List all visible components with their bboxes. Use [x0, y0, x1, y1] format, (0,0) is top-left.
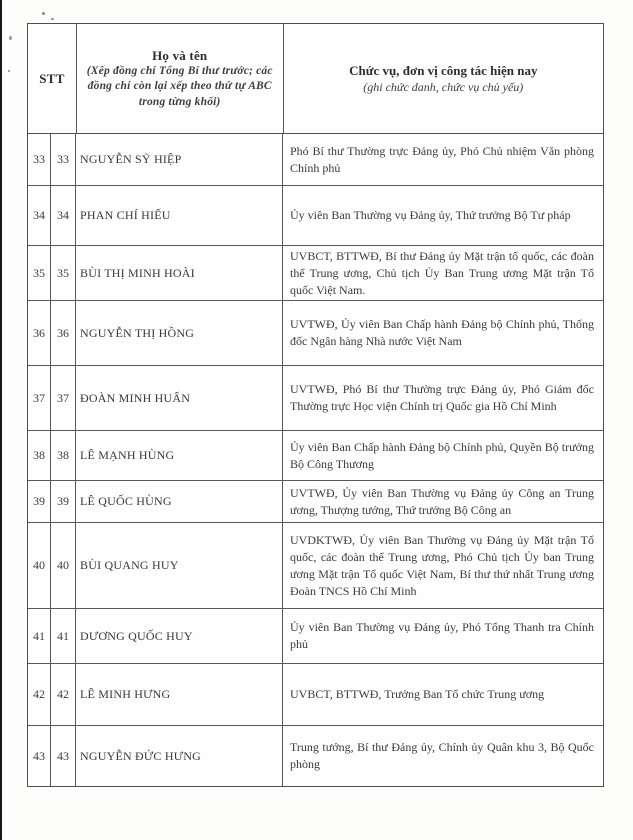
- name-cell: [76, 301, 283, 365]
- stt-value: 35: [33, 265, 45, 280]
- header-stt-label: STT: [39, 70, 65, 86]
- name-value: ĐOÀN MINH HUẤN: [80, 390, 191, 405]
- position-cell: [283, 134, 603, 185]
- position-value: Ủy viên Ban Thường vụ Đảng ủy, Thứ trưởng Bộ Tư pháp: [290, 208, 571, 222]
- table-row: [28, 481, 603, 523]
- stt-value-2: 41: [57, 628, 69, 643]
- stt-cell: [28, 246, 51, 300]
- stt-value-2: 40: [57, 558, 69, 572]
- stt-value-2: 35: [57, 265, 69, 280]
- stt-value: 37: [33, 390, 45, 405]
- position-cell: [283, 366, 603, 430]
- stt-value-2: 36: [57, 325, 69, 340]
- stt-cell: [28, 664, 51, 725]
- name-value: NGUYỄN SỸ HIỆP: [80, 152, 182, 166]
- stt-cell-2: [51, 609, 76, 663]
- stt-cell: [28, 481, 51, 522]
- stt-value: 39: [33, 494, 45, 508]
- table-row: [28, 246, 603, 301]
- name-value: DƯƠNG QUỐC HUY: [80, 628, 193, 643]
- position-cell: [283, 481, 603, 522]
- name-value: LÊ QUỐC HÙNG: [80, 494, 172, 508]
- table-row: [28, 664, 603, 726]
- position-value: UVTWĐ, Ủy viên Ban Chấp hành Đảng bộ Chính phủ, Thống đốc Ngân hàng Nhà nước Việt Nam: [290, 317, 594, 348]
- stt-value-2: 37: [57, 390, 69, 405]
- stt-cell: [28, 301, 51, 365]
- stt-cell-2: [51, 664, 76, 725]
- name-value: NGUYỄN ĐỨC HƯNG: [80, 748, 201, 763]
- position-cell: [283, 726, 603, 786]
- name-value: BÙI QUANG HUY: [80, 558, 179, 572]
- stt-value: 36: [33, 325, 45, 340]
- table-row: [28, 726, 603, 786]
- position-value: Ủy viên Ban Thường vụ Đảng ủy, Phó Tổng Thanh tra Chính phủ: [290, 620, 594, 651]
- position-cell: [283, 664, 603, 725]
- stt-cell: [28, 726, 51, 786]
- stt-cell: [28, 134, 51, 185]
- name-cell: [76, 134, 283, 185]
- table-row: [28, 523, 603, 609]
- table-header-row: [28, 24, 603, 134]
- position-value: UVTWĐ, Ủy viên Ban Thường vụ Đảng ủy Công an Trung ương, Thượng tướng, Thứ trưởng Bộ Công an: [290, 485, 594, 517]
- stt-value-2: 39: [57, 494, 69, 508]
- name-cell: [76, 431, 283, 480]
- stt-value: 42: [33, 687, 45, 701]
- position-cell: [283, 301, 603, 365]
- stt-cell-2: [51, 431, 76, 480]
- scan-speckle: [42, 12, 45, 15]
- stt-cell-2: [51, 523, 76, 608]
- position-value: Trung tướng, Bí thư Đảng ủy, Chính ủy Quân khu 3, Bộ Quốc phòng: [290, 740, 594, 771]
- stt-cell-2: [51, 134, 76, 185]
- position-value: UVBCT, BTTWĐ, Bí thư Đảng ủy Mặt trận tổ quốc, các đoàn thể Trung ương, Chủ tịch Ủy Ban Trung ương Mặt trận Tổ quốc Việt Nam.: [290, 248, 594, 297]
- stt-cell-2: [51, 481, 76, 522]
- name-cell: [76, 609, 283, 663]
- header-name-note: (Xếp đồng chí Tổng Bí thư trước; các đồng chí còn lại xếp theo thứ tự ABC trong từng khối): [86, 64, 273, 108]
- position-cell: [283, 523, 603, 608]
- stt-cell-2: [51, 366, 76, 430]
- stt-value-2: 33: [57, 152, 69, 166]
- stt-cell: [28, 523, 51, 608]
- stt-cell: [28, 186, 51, 245]
- name-cell: [76, 186, 283, 245]
- stt-value: 33: [33, 152, 45, 166]
- header-position-note: (ghi chức danh, chức vụ chủ yếu): [363, 80, 524, 94]
- name-value: LÊ MINH HƯNG: [80, 687, 171, 701]
- stt-value: 43: [33, 748, 45, 763]
- scan-speckle: [51, 18, 54, 20]
- name-value: LÊ MẠNH HÙNG: [80, 448, 175, 462]
- stt-value: 41: [33, 628, 45, 643]
- name-cell: [76, 246, 283, 300]
- name-value: BÙI THỊ MINH HOÀI: [80, 265, 195, 280]
- position-cell: [283, 246, 603, 300]
- header-position: [284, 24, 603, 133]
- table-row: [28, 366, 603, 431]
- table-row: [28, 301, 603, 366]
- header-name: [77, 24, 284, 133]
- table-row: [28, 609, 603, 664]
- position-value: UVDKTWĐ, Ủy viên Ban Thường vụ Đảng ủy Mặt trận Tổ quốc, các đoàn thể Trung ương, Phó Chủ tịch Ủy ban Trung ương Mặt trận Tổ quốc Việt Nam, Bí thư thứ nhất Trung ương Đoàn TNCS Hồ Chí Minh: [290, 532, 594, 598]
- stt-value: 40: [33, 558, 45, 572]
- position-value: UVTWĐ, Phó Bí thư Thường trực Đảng ủy, Phó Giám đốc Thường trực Học viện Chính trị Quốc gia Hồ Chí Minh: [290, 382, 594, 413]
- name-cell: [76, 726, 283, 786]
- stt-cell: [28, 431, 51, 480]
- position-value: Phó Bí thư Thường trực Đảng ủy, Phó Chủ nhiệm Văn phòng Chính phủ: [290, 143, 594, 175]
- stt-value-2: 42: [57, 687, 69, 701]
- header-position-title: Chức vụ, đơn vị công tác hiện nay: [349, 63, 538, 78]
- position-cell: [283, 609, 603, 663]
- scan-speckle: [8, 70, 10, 72]
- stt-cell: [28, 609, 51, 663]
- stt-value: 34: [33, 208, 45, 222]
- position-cell: [283, 186, 603, 245]
- table-row: [28, 134, 603, 186]
- stt-cell-2: [51, 726, 76, 786]
- position-cell: [283, 431, 603, 480]
- name-value: NGUYỄN THỊ HỒNG: [80, 325, 195, 340]
- position-value: UVBCT, BTTWĐ, Trưởng Ban Tổ chức Trung ương: [290, 687, 545, 701]
- stt-value-2: 38: [57, 448, 69, 462]
- name-cell: [76, 523, 283, 608]
- stt-cell-2: [51, 301, 76, 365]
- name-cell: [76, 664, 283, 725]
- name-cell: [76, 481, 283, 522]
- name-value: PHAN CHÍ HIẾU: [80, 208, 171, 222]
- stt-cell-2: [51, 186, 76, 245]
- stt-cell-2: [51, 246, 76, 300]
- stt-cell: [28, 366, 51, 430]
- scan-edge-line: [0, 0, 2, 840]
- scan-speckle: [9, 36, 12, 40]
- officials-table: [27, 23, 604, 787]
- stt-value: 38: [33, 448, 45, 462]
- header-name-title: Họ và tên: [152, 47, 208, 63]
- position-value: Ủy viên Ban Chấp hành Đảng bộ Chính phủ, Quyền Bộ trưởng Bộ Công Thương: [290, 439, 594, 471]
- table-row: [28, 186, 603, 246]
- table-row: [28, 431, 603, 481]
- stt-value-2: 43: [57, 748, 69, 763]
- stt-value-2: 34: [57, 208, 69, 222]
- name-cell: [76, 366, 283, 430]
- header-stt: [28, 24, 77, 133]
